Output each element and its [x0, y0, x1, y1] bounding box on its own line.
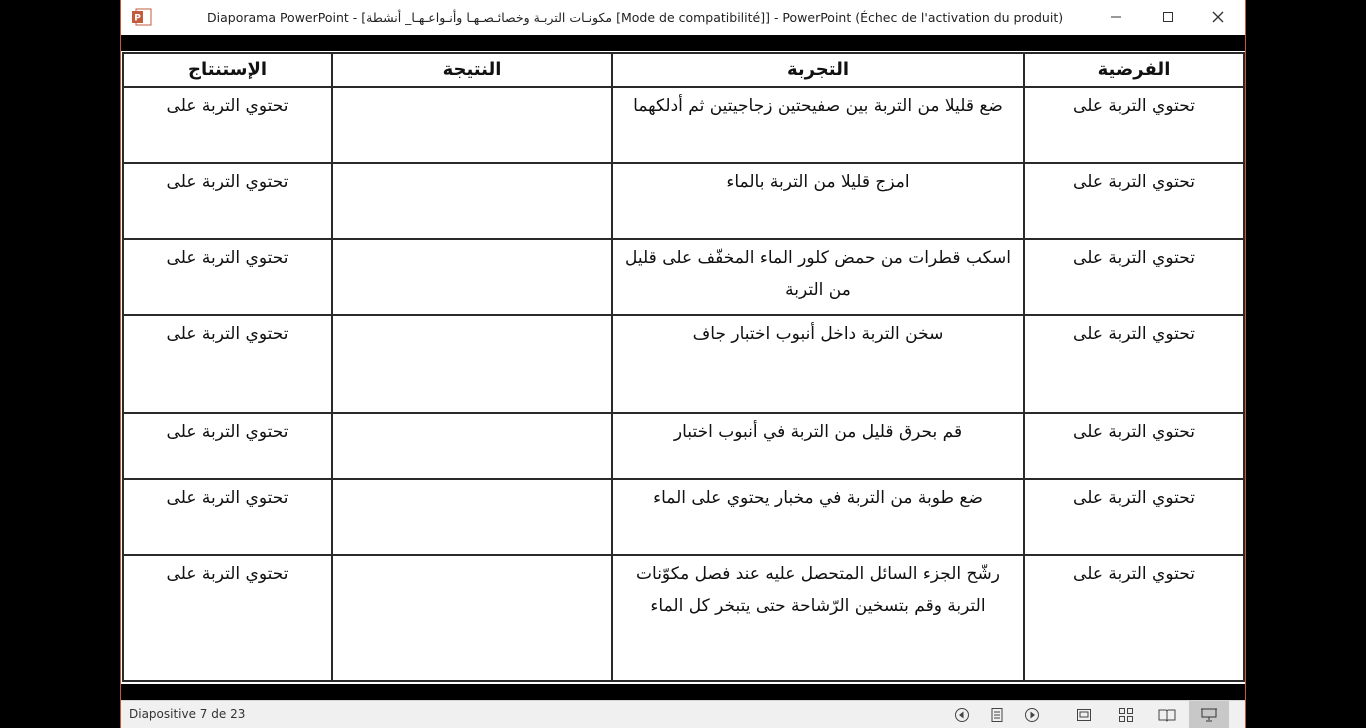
cell-hypothesis: تحتوي التربة على [1024, 413, 1244, 479]
cell-conclusion: تحتوي التربة على [123, 163, 332, 239]
cell-hypothesis: تحتوي التربة على [1024, 163, 1244, 239]
maximize-button[interactable] [1145, 0, 1191, 35]
slide-menu-icon[interactable] [988, 706, 1006, 724]
table-row [123, 239, 1244, 315]
cell-result [332, 315, 612, 413]
cell-conclusion: تحتوي التربة على [123, 413, 332, 479]
cell-experiment: سخن التربة داخل أنبوب اختبار جاف [612, 315, 1024, 413]
cell-hypothesis: تحتوي التربة على [1024, 555, 1244, 681]
cell-result [332, 413, 612, 479]
cell-experiment: امزج قليلا من التربة بالماء [612, 163, 1024, 239]
activity-table [122, 52, 1245, 682]
cell-conclusion: تحتوي التربة على [123, 315, 332, 413]
table-row [123, 315, 1244, 413]
svg-text:P: P [134, 13, 141, 24]
reading-view-icon[interactable] [1158, 706, 1176, 724]
cell-experiment: ضع قليلا من التربة بين صفيحتين زجاجيتين ثم أدلكهما [612, 87, 1024, 163]
normal-view-icon[interactable] [1075, 706, 1093, 724]
next-slide-icon[interactable] [1023, 706, 1041, 724]
cell-conclusion: تحتوي التربة على [123, 87, 332, 163]
cell-result [332, 555, 612, 681]
close-icon [1212, 8, 1224, 27]
table-row [123, 555, 1244, 681]
table-header-row [123, 53, 1244, 87]
table-row [123, 163, 1244, 239]
header-experiment: التجربة [612, 53, 1024, 87]
cell-hypothesis: تحتوي التربة على [1024, 239, 1244, 315]
maximize-icon [1162, 8, 1174, 27]
powerpoint-icon[interactable] [132, 8, 152, 26]
slide-sorter-icon[interactable] [1117, 706, 1135, 724]
cell-result [332, 87, 612, 163]
cell-conclusion: تحتوي التربة على [123, 239, 332, 315]
cell-experiment: رشّح الجزء السائل المتحصل عليه عند فصل مكوّنات التربة وقم بتسخين الرّشاحة حتى يتبخر كل الماء [612, 555, 1024, 681]
minimize-icon [1110, 8, 1122, 27]
cell-experiment: ضع طوبة من التربة في مخبار يحتوي على الماء [612, 479, 1024, 555]
cell-result [332, 239, 612, 315]
cell-result [332, 163, 612, 239]
powerpoint-window [120, 0, 1246, 728]
slide-counter: Diapositive 7 de 23 [129, 707, 246, 721]
cell-hypothesis: تحتوي التربة على [1024, 479, 1244, 555]
cell-hypothesis: تحتوي التربة على [1024, 87, 1244, 163]
title-bar[interactable] [121, 0, 1245, 35]
header-hypothesis: الفرضية [1024, 53, 1244, 87]
table-row [123, 87, 1244, 163]
cell-conclusion: تحتوي التربة على [123, 479, 332, 555]
table-row [123, 479, 1244, 555]
window-title: Diaporama PowerPoint - [مكونـات التربـة وخصائـصـهـا وأنـواعـهـا_ أنشطة [Mode de compatibilité]] - PowerPoint (Échec de l'activation du produit) [207, 10, 1064, 25]
cell-result [332, 479, 612, 555]
cell-experiment: قم بحرق قليل من التربة في أنبوب اختبار [612, 413, 1024, 479]
status-bar [121, 700, 1245, 728]
header-conclusion: الإستنتاج [123, 53, 332, 87]
cell-hypothesis: تحتوي التربة على [1024, 315, 1244, 413]
close-button[interactable] [1195, 0, 1241, 35]
previous-slide-icon[interactable] [953, 706, 971, 724]
table-row [123, 413, 1244, 479]
minimize-button[interactable] [1093, 0, 1139, 35]
cell-experiment: اسكب قطرات من حمض كلور الماء المخفّف على قليل من التربة [612, 239, 1024, 315]
slide[interactable] [121, 51, 1245, 684]
slideshow-icon[interactable] [1189, 701, 1229, 728]
header-result: النتيجة [332, 53, 612, 87]
slideshow-area[interactable] [121, 35, 1245, 700]
cell-conclusion: تحتوي التربة على [123, 555, 332, 681]
